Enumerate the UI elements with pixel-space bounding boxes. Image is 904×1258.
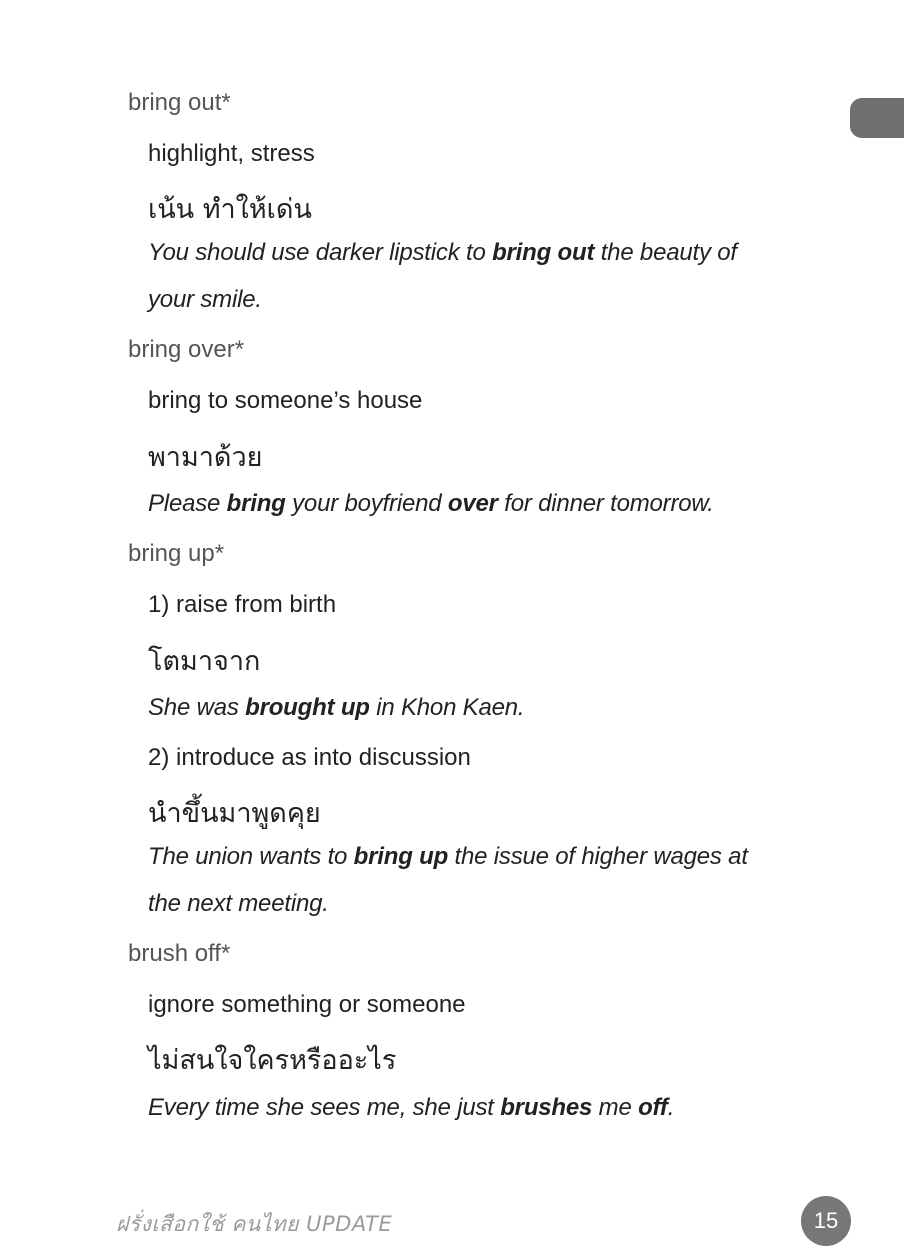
example-text: She was	[148, 694, 246, 721]
example-text: me	[592, 1094, 639, 1121]
footer-book-title: ฝรั่งเสือกใช้ คนไทย UPDATE	[116, 1212, 393, 1236]
entry-example-line	[148, 239, 737, 267]
entry-headword: bring over*	[128, 336, 245, 363]
entry-headword: bring out*	[128, 89, 231, 116]
example-text: your boyfriend	[285, 490, 448, 517]
entry-example-line	[148, 890, 329, 918]
example-text: the next meeting.	[148, 890, 329, 917]
entry-example-line	[148, 843, 748, 871]
example-text: You should use darker lipstick to	[148, 239, 493, 266]
entry-definition: highlight, stress	[148, 140, 315, 167]
example-phrasal-verb: brought up	[245, 694, 370, 721]
entry-thai-translation: ไม่สนใจใครหรืออะไร	[148, 1045, 397, 1076]
example-text: Please	[148, 490, 227, 517]
example-phrasal-verb: brushes	[500, 1094, 593, 1121]
example-phrasal-verb: bring out	[492, 239, 595, 266]
entry-definition: bring to someone’s house	[148, 387, 423, 414]
entry-thai-translation: นำขึ้นมาพูดคุย	[148, 798, 321, 829]
chapter-tab-marker	[850, 98, 904, 138]
example-text: The union wants to	[148, 843, 354, 870]
entry-thai-translation: โตมาจาก	[148, 646, 261, 677]
entry-headword: brush off*	[128, 940, 231, 967]
example-phrasal-verb: over	[447, 490, 498, 517]
example-text: your smile.	[148, 286, 262, 313]
example-phrasal-verb: bring	[226, 490, 286, 517]
example-text: Every time she sees me, she just	[148, 1094, 501, 1121]
entry-thai-translation: เน้น ทำให้เด่น	[148, 194, 312, 225]
entry-thai-translation: พามาด้วย	[148, 442, 263, 473]
entry-example-line	[148, 286, 262, 314]
entry-example-line	[148, 694, 524, 722]
entry-example-line	[148, 1094, 674, 1122]
example-phrasal-verb: bring up	[353, 843, 449, 870]
entry-definition: ignore something or someone	[148, 991, 466, 1018]
example-text: the issue of higher wages at	[448, 843, 748, 870]
example-text: in Khon Kaen.	[369, 694, 525, 721]
entry-headword: bring up*	[128, 540, 225, 567]
entry-example-line	[148, 490, 714, 518]
example-text: .	[667, 1094, 675, 1121]
entry-definition: 2) introduce as into discussion	[148, 744, 471, 771]
example-phrasal-verb: off	[638, 1094, 668, 1121]
page-number-badge: 15	[801, 1196, 851, 1246]
entry-definition: 1) raise from birth	[148, 591, 337, 618]
example-text: for dinner tomorrow.	[497, 490, 714, 517]
example-text: the beauty of	[594, 239, 737, 266]
